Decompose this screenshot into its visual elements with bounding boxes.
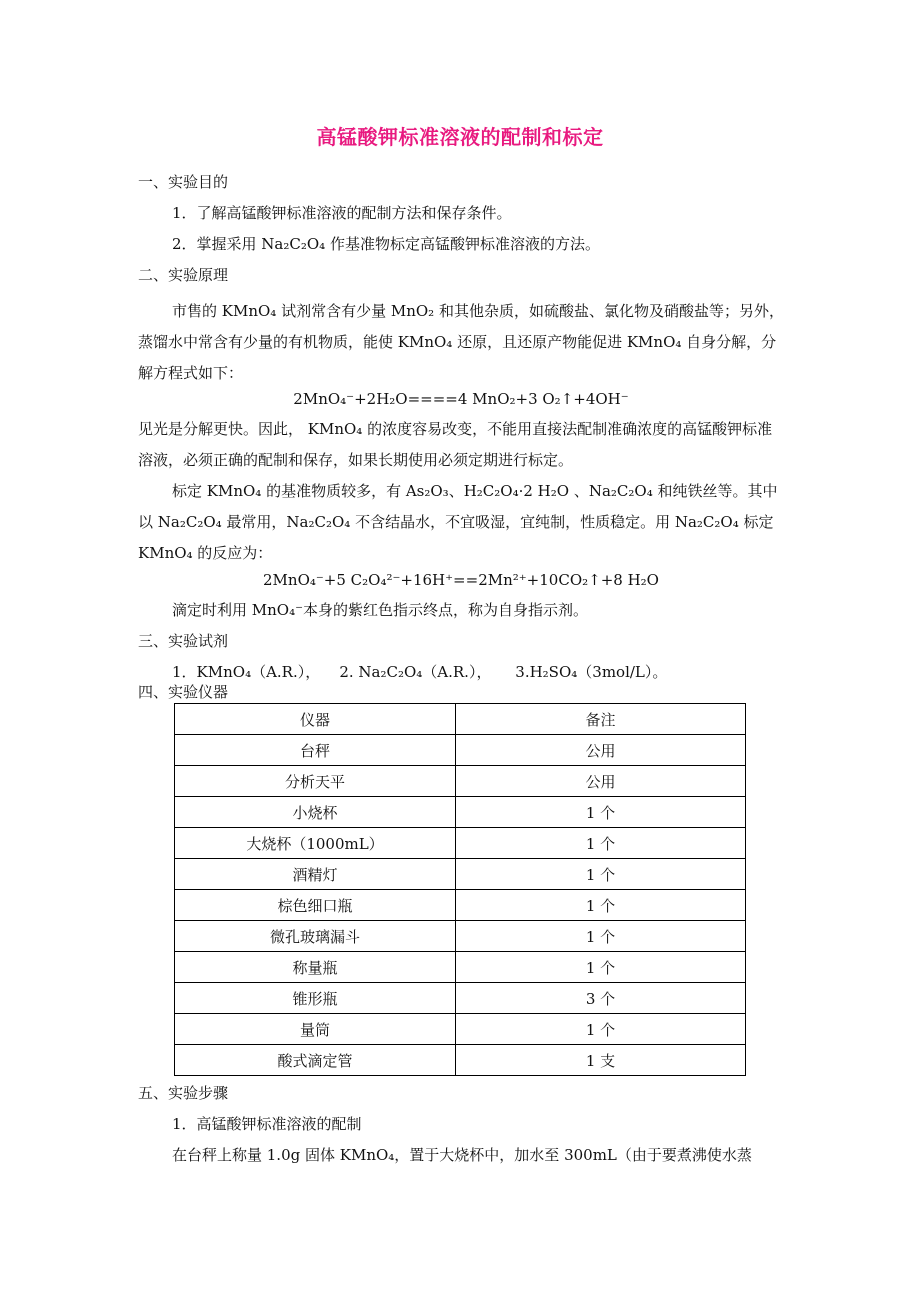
table-cell-instrument: 酸式滴定管 (175, 1045, 456, 1076)
table-cell-instrument: 称量瓶 (175, 952, 456, 983)
table-cell-instrument: 微孔玻璃漏斗 (175, 921, 456, 952)
table-cell-instrument: 小烧杯 (175, 797, 456, 828)
principle-paragraph-3: 标定 KMnO₄ 的基准物质较多，有 As₂O₃、H₂C₂O₄·2 H₂O 、Na₂C₂O₄ 和纯铁丝等。其中以 Na₂C₂O₄ 最常用，Na₂C₂O₄ 不含结晶水，不宜吸湿，宜纯制，性质稳定。用 Na₂C₂O₄ 标定 KMnO₄ 的反应为： (138, 482, 778, 562)
table-cell-instrument: 大烧杯（1000mL） (175, 828, 456, 859)
table-cell-note: 3 个 (456, 983, 746, 1014)
section-heading-instruments: 四、实验仪器 (138, 683, 229, 701)
section-heading-procedure: 五、实验步骤 (138, 1084, 229, 1102)
table-cell-note: 1 个 (456, 797, 746, 828)
table-cell-instrument: 台秤 (175, 735, 456, 766)
table-cell-instrument: 分析天平 (175, 766, 456, 797)
table-row (175, 1014, 746, 1045)
equation-standardization: 2MnO₄⁻+5 C₂O₄²⁻+16H⁺==2Mn²⁺+10CO₂↑+8 H₂O (263, 571, 659, 589)
instrument-table (174, 703, 746, 1076)
table-cell-note: 1 个 (456, 921, 746, 952)
table-row (175, 828, 746, 859)
table-cell-instrument: 量筒 (175, 1014, 456, 1045)
table-row (175, 921, 746, 952)
table-header-row (175, 704, 746, 735)
reagent-list: 1．KMnO₄（A.R.）， 2. Na₂C₂O₄（A.R.）， 3.H₂SO₄（3mol/L）。 (172, 663, 668, 681)
section-heading-principle: 二、实验原理 (138, 266, 229, 284)
principle-paragraph-4: 滴定时利用 MnO₄⁻本身的紫红色指示终点，称为自身指示剂。 (172, 601, 589, 619)
table-cell-note: 公用 (456, 735, 746, 766)
table-row (175, 952, 746, 983)
table-row (175, 983, 746, 1014)
purpose-item-1: 1．了解高锰酸钾标准溶液的配制方法和保存条件。 (172, 204, 512, 222)
table-cell-note: 1 个 (456, 859, 746, 890)
table-cell-note: 公用 (456, 766, 746, 797)
table-cell-note: 1 个 (456, 1014, 746, 1045)
table-cell-note: 1 支 (456, 1045, 746, 1076)
page-title: 高锰酸钾标准溶液的配制和标定 (316, 125, 604, 149)
section-heading-purpose: 一、实验目的 (138, 173, 229, 191)
table-row (175, 1045, 746, 1076)
table-cell-instrument: 酒精灯 (175, 859, 456, 890)
table-row (175, 766, 746, 797)
table-row (175, 735, 746, 766)
table-cell-note: 1 个 (456, 952, 746, 983)
table-cell-note: 1 个 (456, 890, 746, 921)
principle-paragraph-1: 市售的 KMnO₄ 试剂常含有少量 MnO₂ 和其他杂质，如硫酸盐、氯化物及硝酸盐等；另外，蒸馏水中常含有少量的有机物质，能使 KMnO₄ 还原，且还原产物能促进 KMnO₄ 自身分解，分解方程式如下： (138, 302, 784, 382)
table-cell-instrument: 锥形瓶 (175, 983, 456, 1014)
table-row (175, 797, 746, 828)
table-row (175, 859, 746, 890)
table-row (175, 890, 746, 921)
section-heading-reagents: 三、实验试剂 (138, 632, 229, 650)
table-header-instrument: 仪器 (175, 704, 456, 735)
table-cell-instrument: 棕色细口瓶 (175, 890, 456, 921)
purpose-item-2: 2．掌握采用 Na₂C₂O₄ 作基准物标定高锰酸钾标准溶液的方法。 (172, 235, 600, 253)
principle-paragraph-2: 见光是分解更快。因此， KMnO₄ 的浓度容易改变，不能用直接法配制准确浓度的高锰酸钾标准溶液，必须正确的配制和保存，如果长期使用必须定期进行标定。 (138, 420, 773, 469)
equation-decomposition: 2MnO₄⁻+2H₂O====4 MnO₂+3 O₂↑+4OH⁻ (293, 390, 629, 408)
table-cell-note: 1 个 (456, 828, 746, 859)
procedure-item-1: 1．高锰酸钾标准溶液的配制 (172, 1115, 362, 1133)
table-header-note: 备注 (456, 704, 746, 735)
procedure-paragraph-1: 在台秤上称量 1.0g 固体 KMnO₄，置于大烧杯中，加水至 300mL（由于要煮沸使水蒸 (172, 1146, 752, 1164)
